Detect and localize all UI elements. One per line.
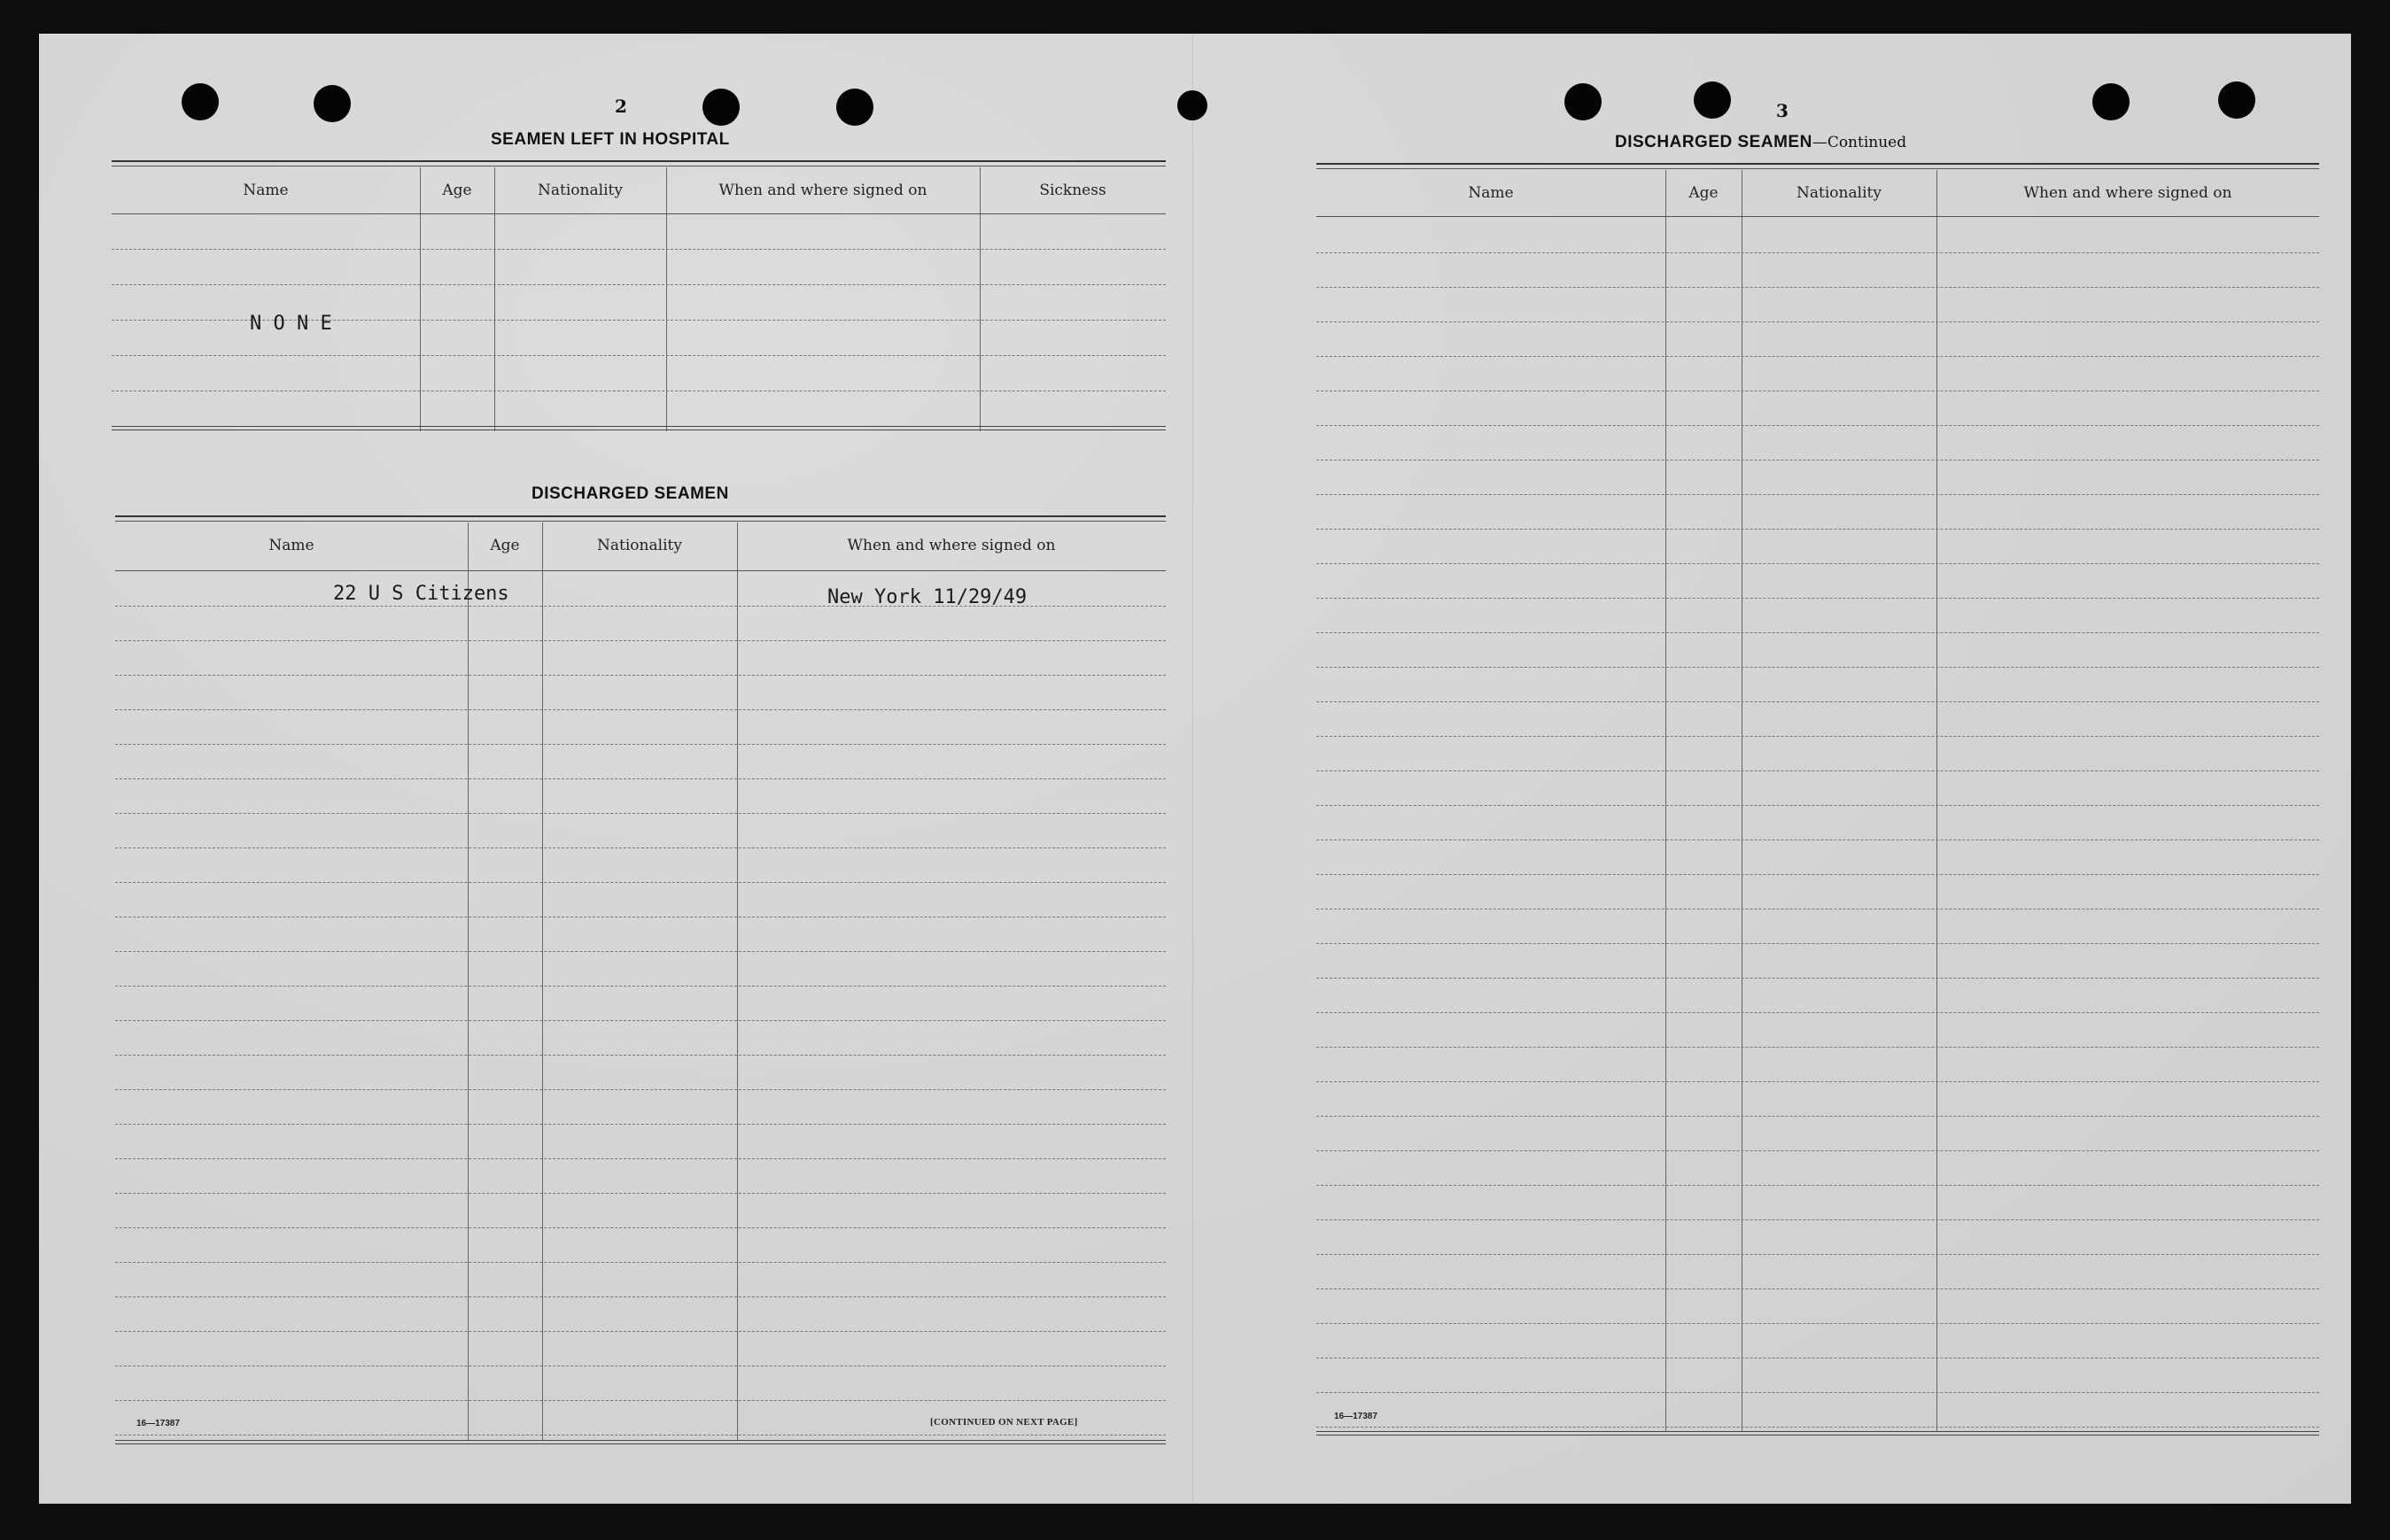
ruled-line — [115, 709, 1166, 710]
ruled-line — [115, 1262, 1166, 1263]
ruled-line — [1316, 287, 2319, 288]
column-header-age: Age — [490, 537, 520, 554]
ruled-line — [1316, 874, 2319, 875]
ruled-line — [115, 1435, 1166, 1436]
ruled-line — [1316, 1116, 2319, 1117]
ruled-line — [115, 847, 1166, 848]
ruled-line — [115, 1158, 1166, 1159]
ruled-line — [115, 744, 1166, 745]
ruled-line — [115, 1296, 1166, 1297]
ruled-line — [1316, 1081, 2319, 1082]
ruled-line — [1316, 1392, 2319, 1393]
ruled-line — [115, 1227, 1166, 1228]
ruled-line — [115, 813, 1166, 814]
section-title-suffix: —Continued — [1812, 134, 1907, 151]
ruled-line — [115, 1089, 1166, 1090]
column-header-nationality: Nationality — [538, 182, 623, 199]
ruled-line — [115, 675, 1166, 676]
ruled-line — [115, 778, 1166, 779]
ruled-line — [1316, 943, 2319, 944]
ruled-line — [1316, 701, 2319, 702]
hospital-entry-none: N O N E — [250, 313, 332, 335]
ruled-line — [1316, 598, 2319, 599]
ruled-line — [1316, 494, 2319, 495]
discharged-entry-name: 22 U S Citizens — [333, 583, 509, 605]
column-header-sickness: Sickness — [1039, 182, 1106, 199]
ruled-line — [1316, 529, 2319, 530]
ruled-line — [115, 1055, 1166, 1056]
ruled-line — [115, 1400, 1166, 1401]
ruled-line — [115, 986, 1166, 987]
ruled-line — [115, 951, 1166, 952]
ruled-line — [1316, 1288, 2319, 1289]
column-header-age: Age — [1688, 184, 1719, 202]
form-code: 16—17387 — [136, 1419, 180, 1428]
column-header-nationality: Nationality — [1796, 184, 1882, 202]
column-header-name: Name — [268, 537, 314, 554]
ruled-line — [1316, 632, 2319, 633]
ruled-line — [115, 882, 1166, 883]
ruled-line — [1316, 667, 2319, 668]
discharged-entry-signed-on: New York 11/29/49 — [827, 586, 1028, 608]
left-page — [39, 34, 1192, 1504]
form-code: 16—17387 — [1334, 1412, 1377, 1421]
column-header-age: Age — [442, 182, 472, 199]
column-header-signed-on: When and where signed on — [847, 537, 1056, 554]
right-page — [1192, 34, 2351, 1504]
section-title-text: DISCHARGED SEAMEN — [1615, 133, 1812, 151]
hospital-table — [112, 160, 1166, 431]
discharged-table — [115, 515, 1166, 1447]
ruled-line — [1316, 805, 2319, 806]
ruled-line — [115, 640, 1166, 641]
ruled-line — [1316, 978, 2319, 979]
ruled-line — [1316, 252, 2319, 253]
continued-note: [CONTINUED ON NEXT PAGE] — [930, 1417, 1078, 1428]
column-header-signed-on: When and where signed on — [718, 182, 927, 199]
discharged-continued-title — [1615, 133, 1906, 152]
document-sheet — [39, 34, 2351, 1504]
ruled-line — [1316, 321, 2319, 322]
ruled-line — [1316, 1047, 2319, 1048]
column-header-name: Name — [243, 182, 289, 199]
ruled-line — [1316, 736, 2319, 737]
ruled-line — [1316, 1185, 2319, 1186]
ruled-line — [1316, 356, 2319, 357]
hospital-section-title: SEAMEN LEFT IN HOSPITAL — [491, 130, 730, 149]
ruled-line — [115, 1124, 1166, 1125]
ruled-line — [115, 1020, 1166, 1021]
ruled-line — [1316, 1150, 2319, 1151]
ruled-line — [1316, 1427, 2319, 1428]
discharged-section-title: DISCHARGED SEAMEN — [532, 484, 729, 503]
column-header-signed-on: When and where signed on — [2023, 184, 2232, 202]
ruled-line — [1316, 1254, 2319, 1255]
ruled-line — [1316, 1219, 2319, 1220]
discharged-continued-table — [1316, 163, 2319, 1438]
column-header-nationality: Nationality — [597, 537, 682, 554]
ruled-line — [1316, 425, 2319, 426]
ruled-line — [1316, 563, 2319, 564]
column-header-name: Name — [1468, 184, 1514, 202]
ruled-line — [115, 1193, 1166, 1194]
ruled-line — [1316, 770, 2319, 771]
ruled-line — [115, 1331, 1166, 1332]
ruled-line — [1316, 1323, 2319, 1324]
page-number: 3 — [1776, 100, 1789, 121]
page-number: 2 — [615, 96, 627, 117]
ruled-line — [1316, 1012, 2319, 1013]
